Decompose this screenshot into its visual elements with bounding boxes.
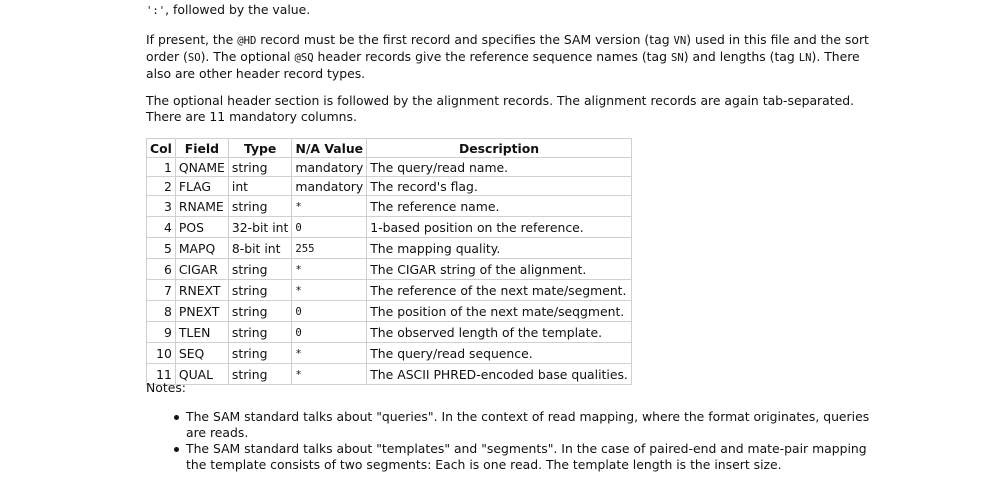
cell-type: string	[228, 196, 292, 217]
cell-field: PNEXT	[175, 301, 228, 322]
cell-na-value: mandatory	[292, 177, 367, 196]
cell-field: QNAME	[175, 158, 228, 177]
so-code: SO	[187, 52, 201, 64]
cell-type: string	[228, 364, 292, 385]
cell-field: CIGAR	[175, 259, 228, 280]
cell-field: QUAL	[175, 364, 228, 385]
cell-na-value: mandatory	[292, 158, 367, 177]
p1-text-7: ). There also are other header record types.	[146, 49, 860, 81]
cell-field: TLEN	[175, 322, 228, 343]
header-type: Type	[228, 139, 292, 158]
cell-na-value	[292, 196, 367, 217]
cell-type: string	[228, 259, 292, 280]
header-na-value: N/A Value	[292, 139, 367, 158]
alignment-records-paragraph: The optional header section is followed by the alignment records. The alignment records are again tab-separated. There are 11 mandatory columns.	[146, 93, 855, 124]
cell-type: string	[228, 280, 292, 301]
note-item: The SAM standard talks about "queries". In the context of read mapping, where the format originates, queries are reads.	[186, 409, 886, 441]
table-row	[147, 177, 632, 196]
cell-na-value	[292, 322, 367, 343]
p1-text-2: record must be the first record and specifies the SAM version (tag	[256, 32, 674, 47]
cell-type: string	[228, 301, 292, 322]
p1-text-5: header records give the reference sequence names (tag	[313, 49, 671, 64]
table-row	[147, 322, 632, 343]
cell-type: 8-bit int	[228, 238, 292, 259]
na-value-code: *	[295, 201, 302, 213]
cell-na-value	[292, 364, 367, 385]
cell-col: 2	[147, 177, 176, 196]
sam-fields-table	[146, 138, 632, 385]
cell-description: The query/read name.	[367, 158, 632, 177]
header-description: Description	[367, 139, 632, 158]
p1-text-6: ) and lengths (tag	[683, 49, 799, 64]
notes-label: Notes:	[146, 380, 186, 395]
header-col: Col	[147, 139, 176, 158]
cell-col: 3	[147, 196, 176, 217]
cell-col: 4	[147, 217, 176, 238]
table-row	[147, 343, 632, 364]
cell-col: 11	[147, 364, 176, 385]
table-header-row	[147, 139, 632, 158]
table-row	[147, 238, 632, 259]
cell-description: The reference name.	[367, 196, 632, 217]
intro-fragment	[146, 2, 310, 19]
cell-description: The position of the next mate/seqgment.	[367, 301, 632, 322]
cell-description: The reference of the next mate/segment.	[367, 280, 632, 301]
na-value-code: 0	[295, 222, 302, 234]
table-row	[147, 301, 632, 322]
cell-na-value	[292, 280, 367, 301]
na-value-code: *	[295, 285, 302, 297]
header-field: Field	[175, 139, 228, 158]
table-row	[147, 364, 632, 385]
cell-description: The CIGAR string of the alignment.	[367, 259, 632, 280]
cell-col: 7	[147, 280, 176, 301]
cell-type: string	[228, 343, 292, 364]
na-value-code: 0	[295, 306, 302, 318]
cell-field: POS	[175, 217, 228, 238]
sq-code: @SQ	[294, 52, 314, 64]
table-row	[147, 217, 632, 238]
na-value-code: 255	[295, 243, 315, 255]
intro-fragment-text: , followed by the value.	[165, 2, 311, 17]
cell-na-value	[292, 238, 367, 259]
cell-col: 9	[147, 322, 176, 343]
colon-code: ':'	[146, 5, 166, 17]
cell-field: FLAG	[175, 177, 228, 196]
cell-field: SEQ	[175, 343, 228, 364]
cell-col: 10	[147, 343, 176, 364]
cell-na-value	[292, 217, 367, 238]
header-records-paragraph	[146, 32, 876, 82]
ln-code: LN	[798, 52, 812, 64]
cell-type: string	[228, 158, 292, 177]
cell-type: string	[228, 322, 292, 343]
cell-description: The query/read sequence.	[367, 343, 632, 364]
table-body	[147, 158, 632, 385]
cell-na-value	[292, 343, 367, 364]
cell-description: The observed length of the template.	[367, 322, 632, 343]
notes-list	[186, 409, 886, 473]
sn-code: SN	[670, 52, 684, 64]
p1-text-4: ). The optional	[200, 49, 295, 64]
cell-na-value	[292, 301, 367, 322]
na-value-code: *	[295, 348, 302, 360]
cell-description: The mapping quality.	[367, 238, 632, 259]
na-value-code: *	[295, 369, 302, 381]
cell-col: 8	[147, 301, 176, 322]
table-row	[147, 259, 632, 280]
p1-text-1: If present, the	[146, 32, 238, 47]
na-value-code: *	[295, 264, 302, 276]
p1-text-3: ) used in this file and the sort order (	[146, 32, 869, 64]
note-item: The SAM standard talks about "templates" and "segments". In the case of paired-end and mate-pair mapping the template consists of two segments: Each is one read. The template length is the insert size.	[186, 441, 886, 473]
cell-col: 6	[147, 259, 176, 280]
cell-col: 5	[147, 238, 176, 259]
cell-description: 1-based position on the reference.	[367, 217, 632, 238]
hd-code: @HD	[237, 35, 257, 47]
cell-type: int	[228, 177, 292, 196]
table-row	[147, 158, 632, 177]
cell-type: 32-bit int	[228, 217, 292, 238]
cell-field: RNEXT	[175, 280, 228, 301]
table-row	[147, 280, 632, 301]
cell-field: MAPQ	[175, 238, 228, 259]
cell-na-value	[292, 259, 367, 280]
cell-field: RNAME	[175, 196, 228, 217]
cell-description: The ASCII PHRED-encoded base qualities.	[367, 364, 632, 385]
na-value-code: 0	[295, 327, 302, 339]
cell-col: 1	[147, 158, 176, 177]
vn-code: VN	[673, 35, 687, 47]
table-row	[147, 196, 632, 217]
cell-description: The record's flag.	[367, 177, 632, 196]
